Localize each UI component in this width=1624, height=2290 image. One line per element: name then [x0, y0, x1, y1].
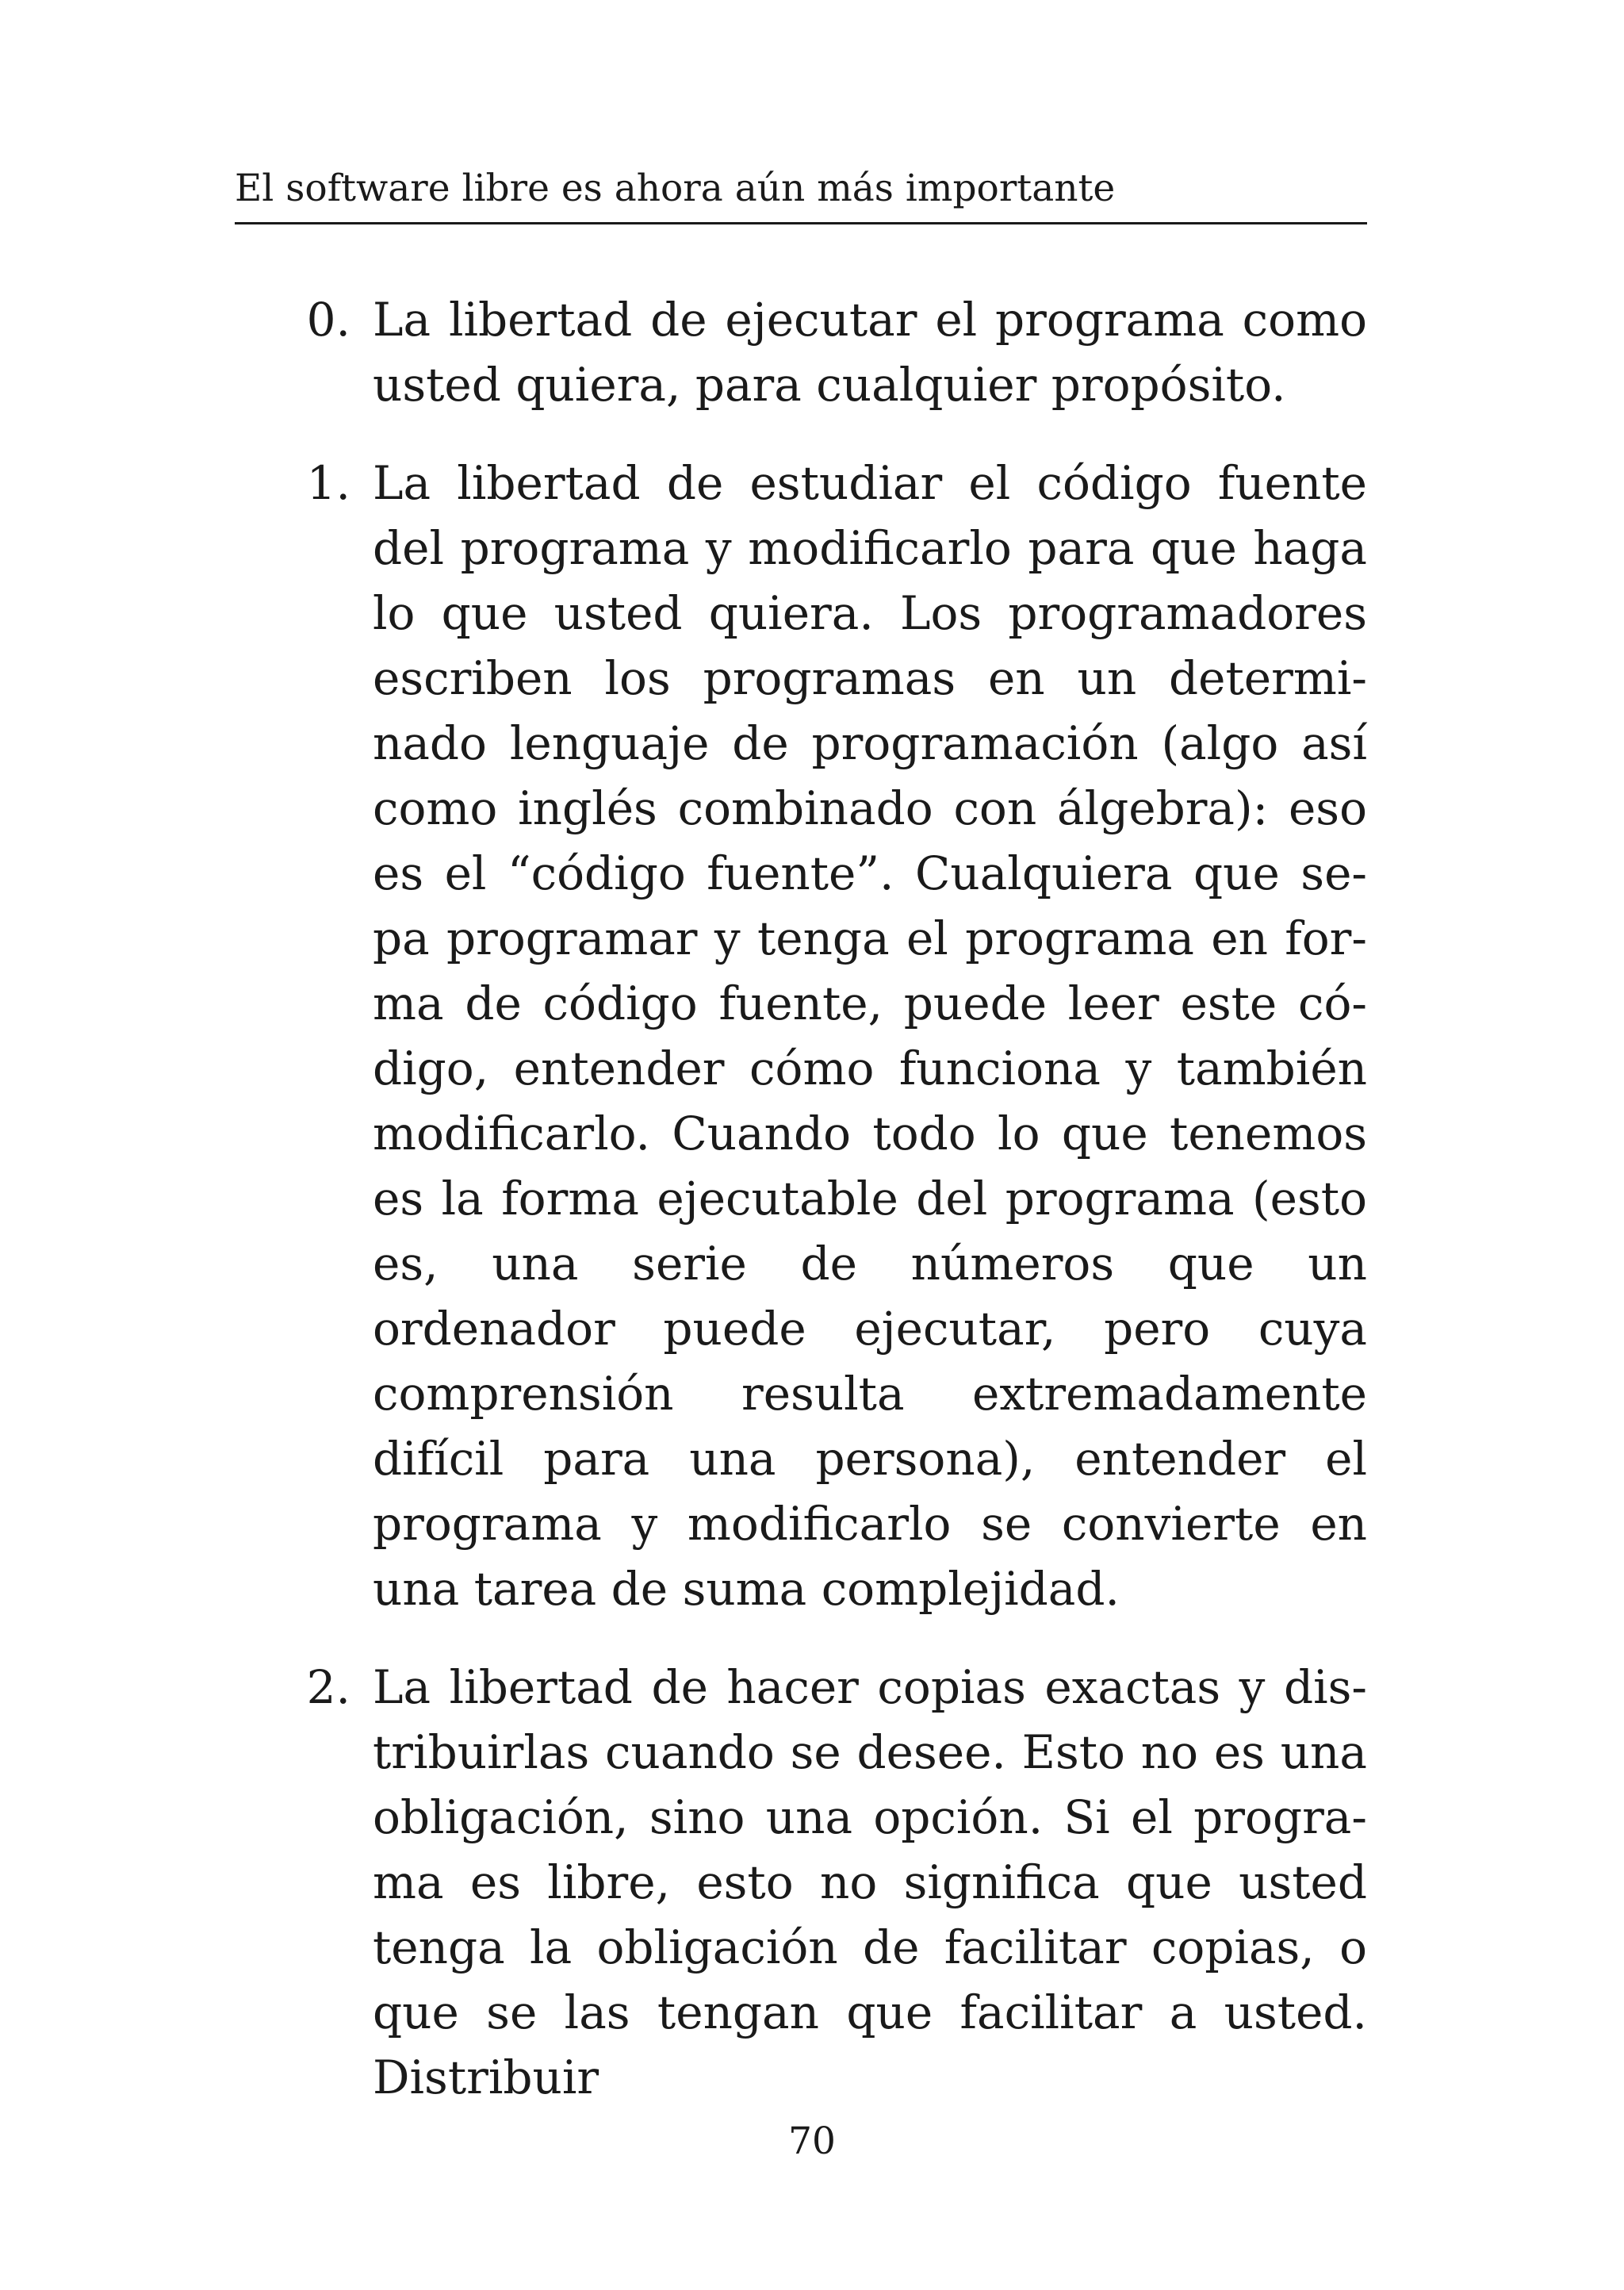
- running-title: El software libre es ahora aún más importante: [235, 167, 1116, 210]
- freedoms-list: [235, 287, 1367, 2143]
- item-text: La libertad de hacer copias exactas y distribuirlas cuando se desee. Esto no es una obligación, sino una opción. Si el programa es libre, esto no significa que usted tenga la obligación de facilitar copias, o que se las tengan que facilitar a usted. Distribuir: [373, 1660, 1367, 2104]
- freedom-item-0: [235, 287, 1367, 417]
- freedom-item-2: [235, 1655, 1367, 2110]
- item-text: La libertad de ejecutar el programa como usted quiera, para cualquier propósito.: [373, 293, 1367, 412]
- page-number: 70: [788, 2119, 836, 2163]
- item-number: 1.: [306, 456, 350, 510]
- item-number: 0.: [306, 293, 350, 347]
- item-text: La libertad de estudiar el código fuente del programa y modificarlo para que haga lo que usted quiera. Los programadores escriben los programas en un determinado lenguaje de programación (algo así como inglés combinado con álgebra): eso es el “código fuente”. Cualquiera que sepa programar y tenga el programa en forma de código fuente, puede leer este código, entender cómo funciona y también modificarlo. Cuando todo lo que tenemos es la forma ejecutable del programa (esto es, una serie de números que un ordenador puede ejecutar, pero cuya comprensión resulta extremadamente difícil para una persona), entender el programa y modificarlo se convierte en una tarea de suma complejidad.: [373, 456, 1367, 1616]
- header-rule: [235, 222, 1367, 224]
- freedom-item-1: [235, 451, 1367, 1621]
- item-number: 2.: [306, 1660, 350, 1714]
